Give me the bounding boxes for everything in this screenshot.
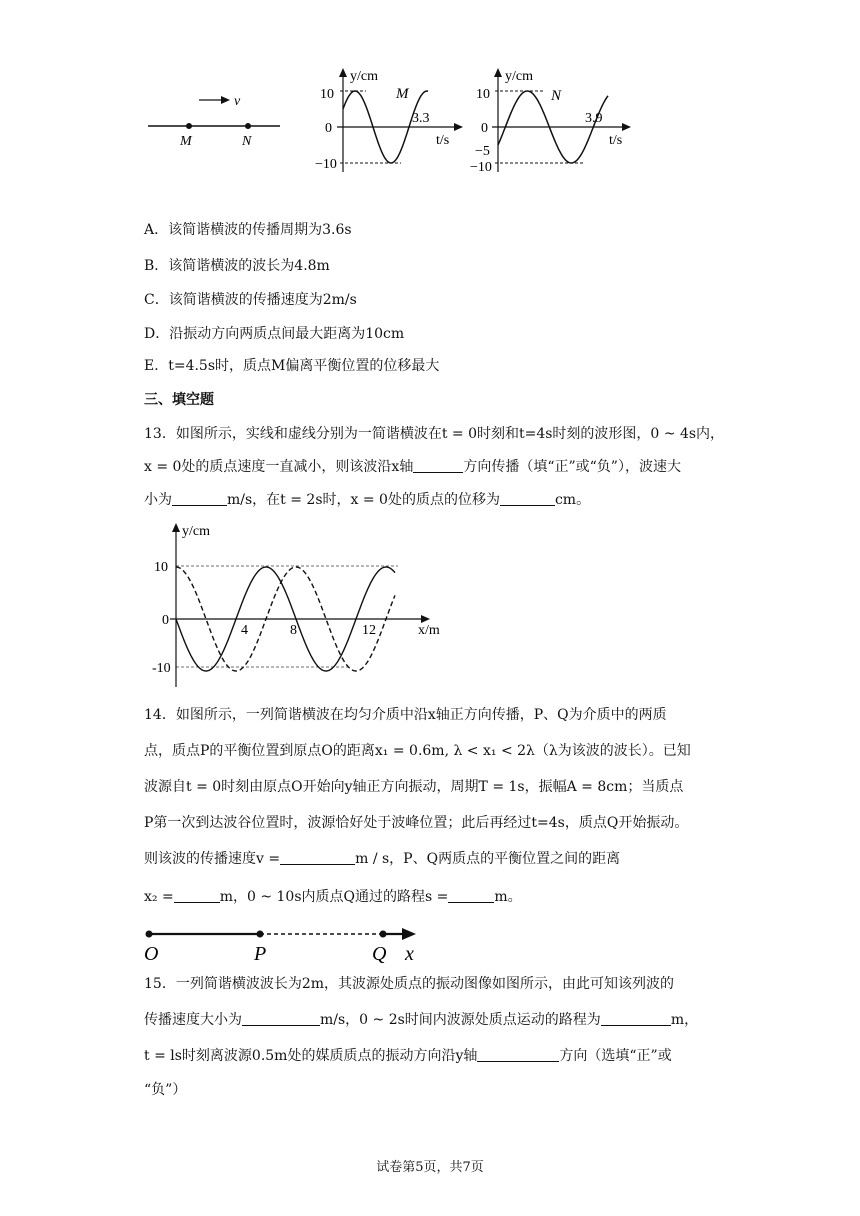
m-y-zero: 0: [325, 121, 332, 136]
q13-y-top: 10: [154, 560, 168, 575]
n-y-top: 10: [476, 87, 490, 102]
q15-line1: 15．一列简谐横波波长为2m，其波源处质点的振动图像如图所示，由此可知该列波的: [144, 976, 674, 992]
m-point-label: M: [180, 134, 192, 149]
q13-line2-text-b: 方向传播（填“正”或“负”），波速大: [463, 459, 681, 475]
n-y-mid: −5: [475, 144, 490, 159]
option-d: D．沿振动方向两质点间最大距离为10cm: [144, 326, 405, 342]
q14-line6: [144, 887, 522, 907]
q13-y-axis-label: y/cm: [182, 524, 210, 539]
m-y-bottom: −10: [315, 157, 337, 172]
q15-blank-path[interactable]: [601, 1011, 671, 1026]
m-t-mark: 3.3: [412, 111, 430, 126]
q13-line3-text-a: 小为: [144, 492, 172, 508]
q13-line3-text-b: m/s，在t = 2s时，x = 0处的质点的位移为: [227, 492, 500, 508]
q15-line3: [144, 1046, 672, 1066]
p-label: P: [254, 943, 267, 965]
q14-line5-text-b: m / s，P、Q两质点的平衡位置之间的距离: [355, 851, 621, 867]
x-label: x: [405, 943, 414, 965]
n-y-bottom: −10: [470, 160, 492, 175]
q15-blank-direction[interactable]: [477, 1047, 559, 1062]
q13-x-axis-label: x/m: [418, 623, 440, 638]
q13-y-zero: 0: [162, 613, 169, 628]
q15-line4: “负”）: [144, 1082, 187, 1098]
option-b: B．该简谐横波的波长为4.8m: [144, 258, 330, 274]
m-y-axis-label: y/cm: [350, 69, 378, 84]
n-graph-name: N: [551, 88, 562, 104]
v-label: v: [234, 94, 241, 109]
q13-wave-graph: [140, 515, 460, 695]
q13-line1: 13．如图所示，实线和虚线分别为一简谐横波在t = 0时刻和t=4s时刻的波形图，0 ~ 4s内，: [144, 426, 725, 442]
q14-blank-speed[interactable]: [280, 850, 355, 865]
q14-line1: 14．如图所示，一列简谐横波在均匀介质中沿x轴正方向传播，P、Q为介质中的两质: [144, 707, 667, 723]
q13-line3-text-c: cm。: [554, 492, 591, 508]
q13-x-tick-4: 4: [241, 623, 248, 638]
section-title: 三、填空题: [144, 392, 214, 408]
q13-line2: [144, 457, 681, 477]
page-footer: 试卷第5页，共7页: [376, 1160, 484, 1175]
o-label: O: [144, 943, 159, 965]
q14-line6-text-a: x₂ =: [144, 889, 174, 905]
q14-line5: [144, 849, 620, 869]
q14-line2: 点，质点P的平衡位置到原点O的距离x₁ = 0.6m, λ < x₁ < 2λ（λ为该波的波长）。已知: [144, 743, 691, 759]
q14-blank-path[interactable]: [448, 888, 494, 903]
q13-line3: [144, 490, 590, 510]
n-t-mark: 3.9: [585, 111, 603, 126]
m-t-axis-label: t/s: [436, 133, 450, 148]
q15-line2: [144, 1010, 698, 1030]
m-y-top: 10: [320, 87, 334, 102]
q15-line3-text-a: t = ls时刻离波源0.5m处的媒质质点的振动方向沿y轴: [144, 1048, 478, 1064]
q13-blank-speed[interactable]: [172, 491, 227, 506]
q13-y-bottom: -10: [152, 661, 171, 676]
mn-line-diagram: [148, 94, 280, 149]
option-a: A．该简谐横波的传播周期为3.6s: [144, 222, 352, 238]
q15-line2-text-a: 传播速度大小为: [144, 1012, 242, 1028]
option-e: E．t=4.5s时，质点M偏离平衡位置的位移最大: [144, 358, 440, 374]
q15-blank-speed[interactable]: [242, 1011, 320, 1026]
q13-line2-text-a: x = 0处的质点速度一直减小，则该波沿x轴: [144, 459, 414, 475]
n-y-axis-label: y/cm: [505, 69, 533, 84]
option-c: C．该简谐横波的传播速度为2m/s: [144, 292, 357, 308]
q13-blank-displacement[interactable]: [500, 491, 555, 506]
q14-line4: P第一次到达波谷位置时，波源恰好处于波峰位置；此后再经过t=4s，质点Q开始振动。: [144, 815, 689, 831]
n-t-axis-label: t/s: [609, 133, 623, 148]
q15-line3-text-b: 方向（选填“正”或: [559, 1048, 672, 1064]
q14-line3: 波源自t = 0时刻由原点O开始向y轴正方向振动，周期T = 1s，振幅A = 8cm；当质点: [144, 779, 684, 795]
q-label: Q: [372, 943, 387, 965]
n-y-zero: 0: [481, 121, 488, 136]
q14-line5-text-a: 则该波的传播速度v =: [144, 851, 281, 867]
q13-x-tick-8: 8: [290, 623, 297, 638]
q14-blank-distance[interactable]: [174, 888, 220, 903]
q13-blank-direction[interactable]: [413, 458, 463, 473]
q14-line6-text-c: m。: [494, 889, 522, 905]
q14-opq-diagram: [140, 918, 440, 968]
graph-m: [315, 68, 463, 172]
top-figures: [0, 60, 860, 190]
graph-n: [470, 68, 631, 175]
m-graph-name: M: [396, 86, 409, 102]
q13-x-tick-12: 12: [362, 623, 376, 638]
n-point-label: N: [242, 134, 252, 149]
q14-line6-text-b: m，0 ~ 10s内质点Q通过的路程s =: [219, 889, 449, 905]
q15-line2-text-c: m，: [670, 1012, 699, 1028]
q15-line2-text-b: m/s，0 ~ 2s时间内波源处质点运动的路程为: [320, 1012, 601, 1028]
